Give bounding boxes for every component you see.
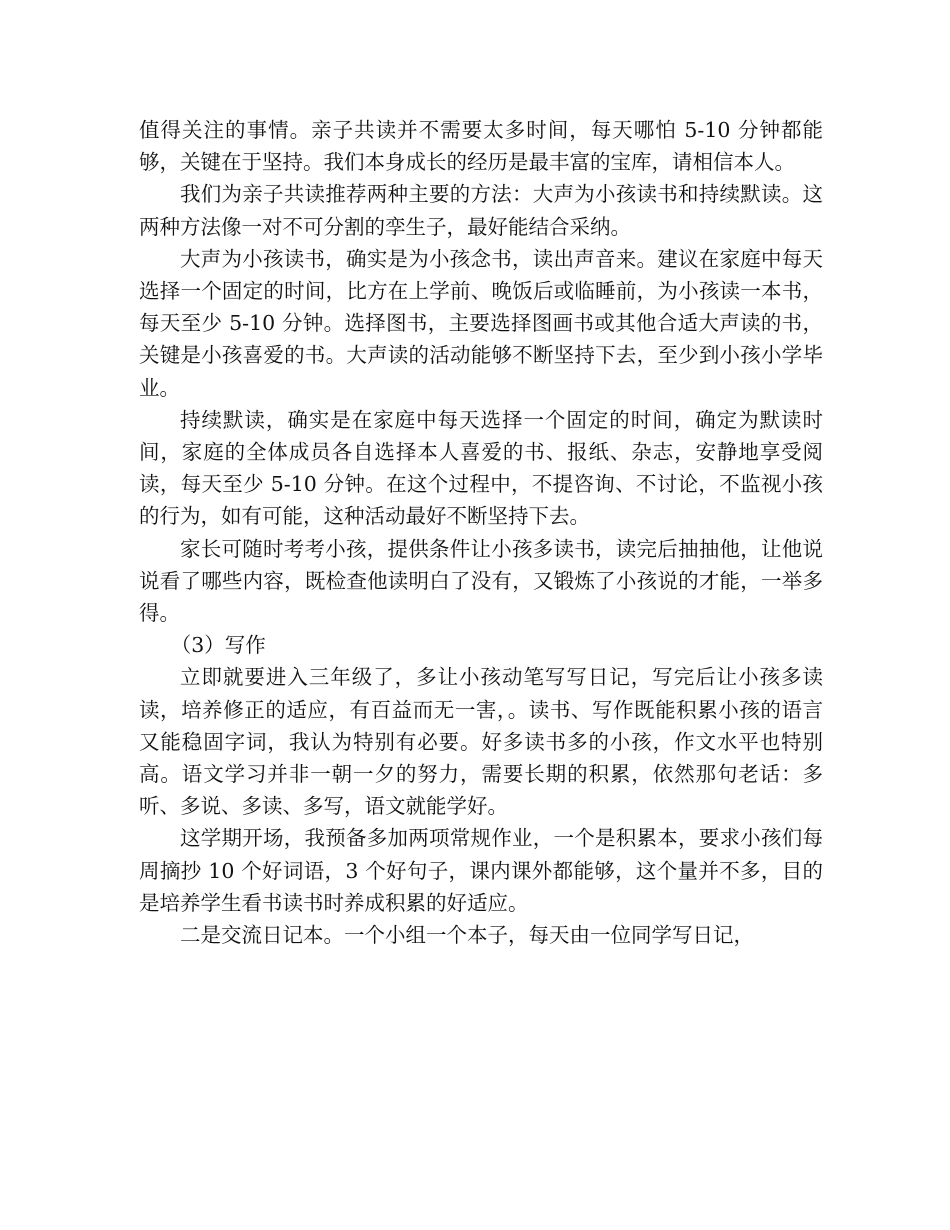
paragraph-methods: 我们为亲子共读推荐两种主要的方法：大声为小孩读书和持续默读。这两种方法像一对不可分割的孪生子，最好能结合采纳。 [139,182,823,239]
body-text [139,114,823,951]
paragraph-homework: 这学期开场，我预备多加两项常规作业，一个是积累本，要求小孩们每周摘抄 10 个好词语，3 个好句子，课内课外都能够，这个量并不多，目的是培养学生看书读书时养成积累的好适应。 [139,826,823,915]
paragraph-read-aloud: 大声为小孩读书，确实是为小孩念书，读出声音来。建议在家庭中每天选择一个固定的时间，比方在上学前、晚饭后或临睡前，为小孩读一本书，每天至少 5-10 分钟。选择图书，主要选择图画书或其他合适大声读的书，关键是小孩喜爱的书。大声读的活动能够不断坚持下去，至少到小孩小学毕业。 [139,246,823,400]
section-heading-writing: （3）写作 [170,633,266,658]
paragraph-silent-reading: 持续默读，确实是在家庭中每天选择一个固定的时间，确定为默读时间，家庭的全体成员各自选择本人喜爱的书、报纸、杂志，安静地享受阅读，每天至少 5-10 分钟。在这个过程中，不提咨询、不讨论，不监视小孩的行为，如有可能，这种活动最好不断坚持下去。 [139,407,823,529]
paragraph-writing: 立即就要进入三年级了，多让小孩动笔写写日记，写完后让小孩多读读，培养修正的适应，有百益而无一害，。读书、写作既能积累小孩的语言又能稳固字词，我认为特别有必要。好多读书多的小孩，作文水平也特别高。语文学习并非一朝一夕的努力，需要长期的积累，依然那句老话：多听、多说、多读、多写，语文就能学好。 [139,665,823,819]
paragraph-diary: 二是交流日记本。一个小组一个本子，每天由一位同学写日记， [180,923,754,948]
paragraph-quiz: 家长可随时考考小孩，提供条件让小孩多读书，读完后抽抽他，让他说说看了哪些内容，既检查他读明白了没有，又锻炼了小孩说的才能，一举多得。 [139,536,823,626]
paragraph-continuation: 值得关注的事情。亲子共读并不需要太多时间，每天哪怕 5-10 分钟都能够，关键在于坚持。我们本身成长的经历是最丰富的宝库，请相信本人。 [139,118,823,175]
